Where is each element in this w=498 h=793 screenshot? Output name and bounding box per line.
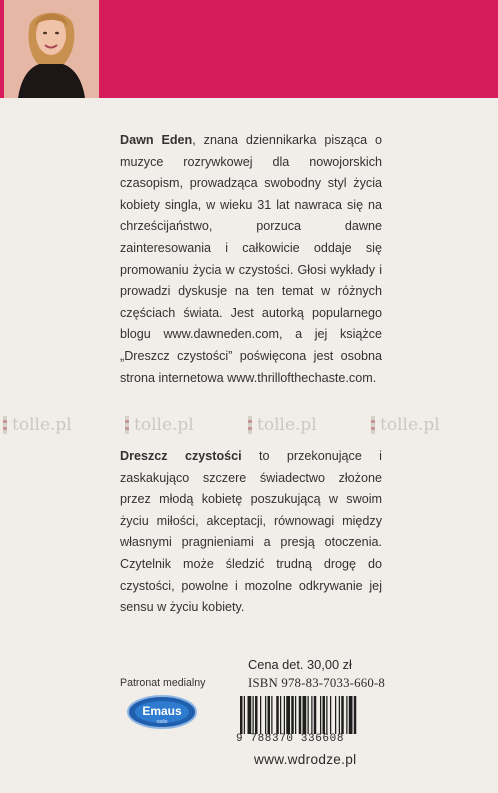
barcode-bar xyxy=(280,696,281,734)
barcode-bar xyxy=(244,696,245,734)
emaus-radio-logo xyxy=(126,694,198,730)
barcode-bar xyxy=(330,696,331,734)
barcode-bar xyxy=(260,696,261,734)
watermark xyxy=(122,414,194,436)
barcode-bar xyxy=(339,696,340,734)
price-label: Cena det. 30,00 zł xyxy=(248,657,352,672)
watermark xyxy=(368,414,440,436)
author-bio-text: , znana dziennikarka pisząca o muzyce rozrywkowej dla nowojorskich czasopism, prowadząca swobodny styl życia kobiety singla, w wieku 31 lat nawraca się na chrześcijaństwo, porzuca dawne zainteresowania i całkowicie oddaje się promowaniu życia w czystości. Głosi wykłady i prowadzi dyskusje na ten temat w różnych częściach świata. Jest autorką popularnego blogu www.dawneden.com, a jej książce „Dreszcz czystości” poświęcona jest osobna strona internetowa www.thrillofthechaste.com. xyxy=(120,133,382,385)
book-summary xyxy=(120,446,382,619)
barcode-bar xyxy=(240,696,243,734)
barcode-bar xyxy=(326,696,327,734)
barcode-bar xyxy=(295,696,296,734)
barcode-bar xyxy=(320,696,321,734)
book-summary-text: to przekonujące i zaskakująco szczere świadectwo złożone przez młodą kobietę poszukującą w swoim życiu miłości, akceptacji, równowagi między własnymi pragnieniami a presją otoczenia. Czytelnik może śledzić trudną drogę do czystości, powolne i mozolne odkrywanie jej sensu w życiu kobiety. xyxy=(120,449,382,615)
watermark-text: tolle.pl xyxy=(134,415,194,435)
barcode-bar xyxy=(314,696,317,734)
lighthouse-icon xyxy=(0,414,10,436)
logo-name: Emaus xyxy=(142,704,182,718)
barcode-bar xyxy=(291,696,294,734)
media-patronage-label: Patronat medialny xyxy=(120,677,206,689)
lighthouse-icon xyxy=(245,414,255,436)
isbn-label: ISBN 978-83-7033-660-8 xyxy=(248,676,385,690)
logo-tag: radio xyxy=(156,719,168,725)
barcode xyxy=(236,696,406,734)
watermark xyxy=(245,414,317,436)
barcode-bar xyxy=(253,696,254,734)
barcode-bar xyxy=(276,696,279,734)
barcode-bar xyxy=(335,696,336,734)
watermark-text: tolle.pl xyxy=(12,415,72,435)
barcode-bar xyxy=(299,696,302,734)
barcode-bar xyxy=(323,696,326,734)
publisher-website: www.wdrodze.pl xyxy=(254,752,357,767)
barcode-digits: 9 788370 336608 xyxy=(236,733,345,745)
barcode-bar xyxy=(311,696,312,734)
author-photo xyxy=(4,0,99,98)
barcode-bar xyxy=(308,696,309,734)
barcode-bar xyxy=(349,696,353,734)
barcode-bar xyxy=(286,696,290,734)
book-title: Dreszcz czystości xyxy=(120,449,242,463)
barcode-bar xyxy=(341,696,344,734)
barcode-bar xyxy=(265,696,266,734)
watermark-text: tolle.pl xyxy=(380,415,440,435)
barcode-bar xyxy=(255,696,258,734)
barcode-bar xyxy=(268,696,271,734)
barcode-bar xyxy=(346,696,347,734)
watermark xyxy=(0,414,72,436)
barcode-bar xyxy=(271,696,272,734)
barcode-bar xyxy=(248,696,252,734)
lighthouse-icon xyxy=(122,414,132,436)
barcode-bar xyxy=(354,696,357,734)
lighthouse-icon xyxy=(368,414,378,436)
watermark-text: tolle.pl xyxy=(257,415,317,435)
barcode-bar xyxy=(284,696,285,734)
author-name: Dawn Eden xyxy=(120,133,193,147)
author-bio xyxy=(120,130,382,389)
barcode-bar xyxy=(303,696,307,734)
